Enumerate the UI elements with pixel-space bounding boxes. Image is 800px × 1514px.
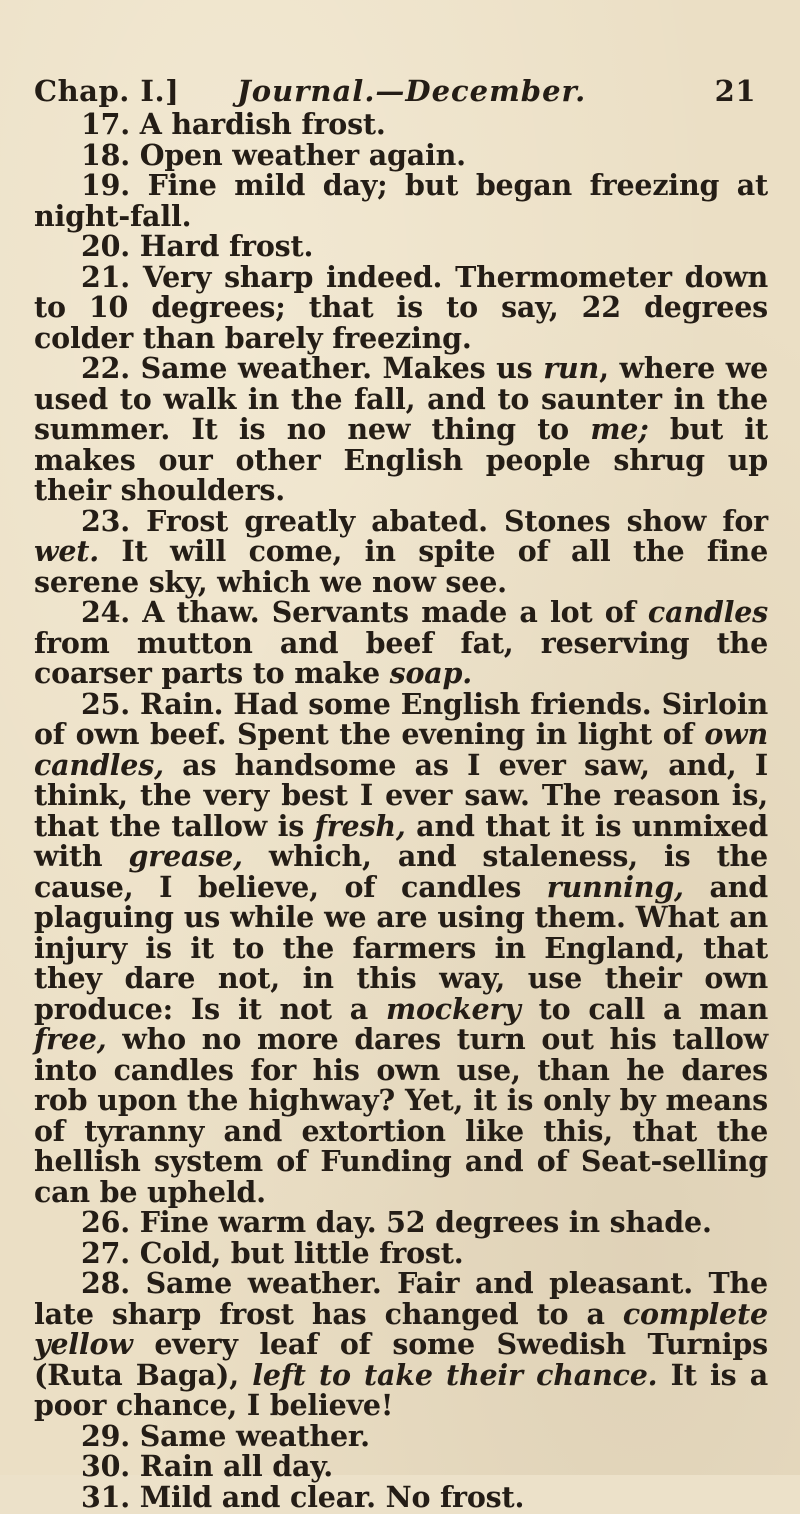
italic-text: grease, (128, 839, 243, 873)
journal-entry (56, 1235, 768, 1270)
journal-entry (34, 597, 768, 689)
italic-text: own candles, (34, 717, 768, 782)
italic-text: free, (34, 1022, 107, 1056)
entry-text: It is a poor chance, I believe! (34, 1357, 768, 1422)
entry-text: 17. A hardish frost. (81, 107, 386, 141)
running-title: Journal.—December. (237, 74, 587, 108)
entry-text: 27. Cold, but little frost. (81, 1235, 464, 1270)
entry-text: 25. Rain. Had some English friends. Sirloin of own beef. Spent the evening in light of (34, 686, 768, 751)
entry-text: 19. Fine mild day; but began freezing at night-fall. (34, 168, 768, 233)
journal-entry (34, 686, 768, 1209)
journal-entry (56, 1418, 768, 1453)
chapter-label: Chap. I.] (34, 74, 180, 108)
journal-entries (34, 107, 769, 1514)
entry-text: which, and staleness, is the cause, I believe, of candles (34, 839, 768, 904)
journal-entry (34, 503, 768, 599)
entry-text: 21. Very sharp indeed. Thermometer down to 10 degrees; that is to say, 22 degrees colder than barely freezing. (34, 259, 768, 355)
italic-text: run (543, 351, 600, 385)
italic-text: soap. (389, 656, 472, 690)
entry-text: every leaf of some Swedish Turnips (Ruta Baga), (34, 1327, 768, 1392)
journal-entry (56, 109, 768, 140)
entry-text: but it makes our other English people shrug up their shoulders. (34, 412, 769, 507)
entry-text: 28. Same weather. Fair and pleasant. The late sharp frost has changed to a (34, 1266, 768, 1331)
journal-entry (56, 1207, 768, 1238)
entry-text: as handsome as I ever saw, and, I think, the very best I ever saw. The reason is, that the tallow is (34, 747, 768, 843)
entry-text: 20. Hard frost. (81, 229, 314, 263)
italic-text: mockery (386, 991, 521, 1026)
journal-entry (56, 231, 768, 262)
entry-text: 29. Same weather. (81, 1418, 370, 1453)
italic-text: candles (647, 595, 768, 629)
entry-text: 24. A thaw. Servants made a lot of (81, 595, 648, 629)
entry-text: 26. Fine warm day. 52 degrees in shade. (81, 1205, 712, 1239)
entry-text: 18. Open weather again. (81, 137, 466, 172)
journal-entry (34, 170, 768, 231)
italic-text: me; (590, 412, 649, 446)
entry-text: 23. Frost greatly abated. Stones show for (81, 503, 768, 538)
entry-text: , where we used to walk in the fall, and to saunter in the summer. It is no new thing to (34, 351, 769, 446)
entry-text: to call a man (520, 991, 768, 1026)
entry-text: from mutton and beef fat, reserving the coarser parts to make (34, 625, 768, 690)
journal-entry (56, 137, 768, 172)
italic-text: wet. (34, 534, 99, 568)
entry-text: who no more dares turn out his tallow into candles for his own use, than he dares rob upon the highway? Yet, it is only by means of tyranny and extortion like this, that the hellish system of Funding and of Seat-selling can be upheld. (34, 1022, 768, 1209)
journal-entry (34, 1268, 768, 1421)
journal-entry (34, 259, 768, 355)
italic-text: left to take their chance. (252, 1357, 658, 1392)
journal-entry (56, 1451, 768, 1482)
entry-text: and plaguing us while we are using them. What an injury is it to the farmers in England, that they dare not, in this way, use their own produce: Is it not a (34, 869, 768, 1026)
journal-entry (34, 353, 768, 506)
italic-text: running, (546, 869, 684, 904)
entry-text: 22. Same weather. Makes us (81, 351, 544, 385)
entry-text: 30. Rain all day. (81, 1449, 334, 1483)
journal-entry (56, 1479, 768, 1514)
italic-text: fresh, (314, 808, 406, 843)
page-number: 21 (714, 74, 756, 108)
entry-text: and that it is unmixed with (34, 808, 768, 873)
entry-text: 31. Mild and clear. No frost. (81, 1479, 525, 1514)
italic-text: complete yellow (34, 1296, 768, 1361)
entry-text: It will come, in spite of all the fine serene sky, which we now see. (34, 534, 768, 599)
